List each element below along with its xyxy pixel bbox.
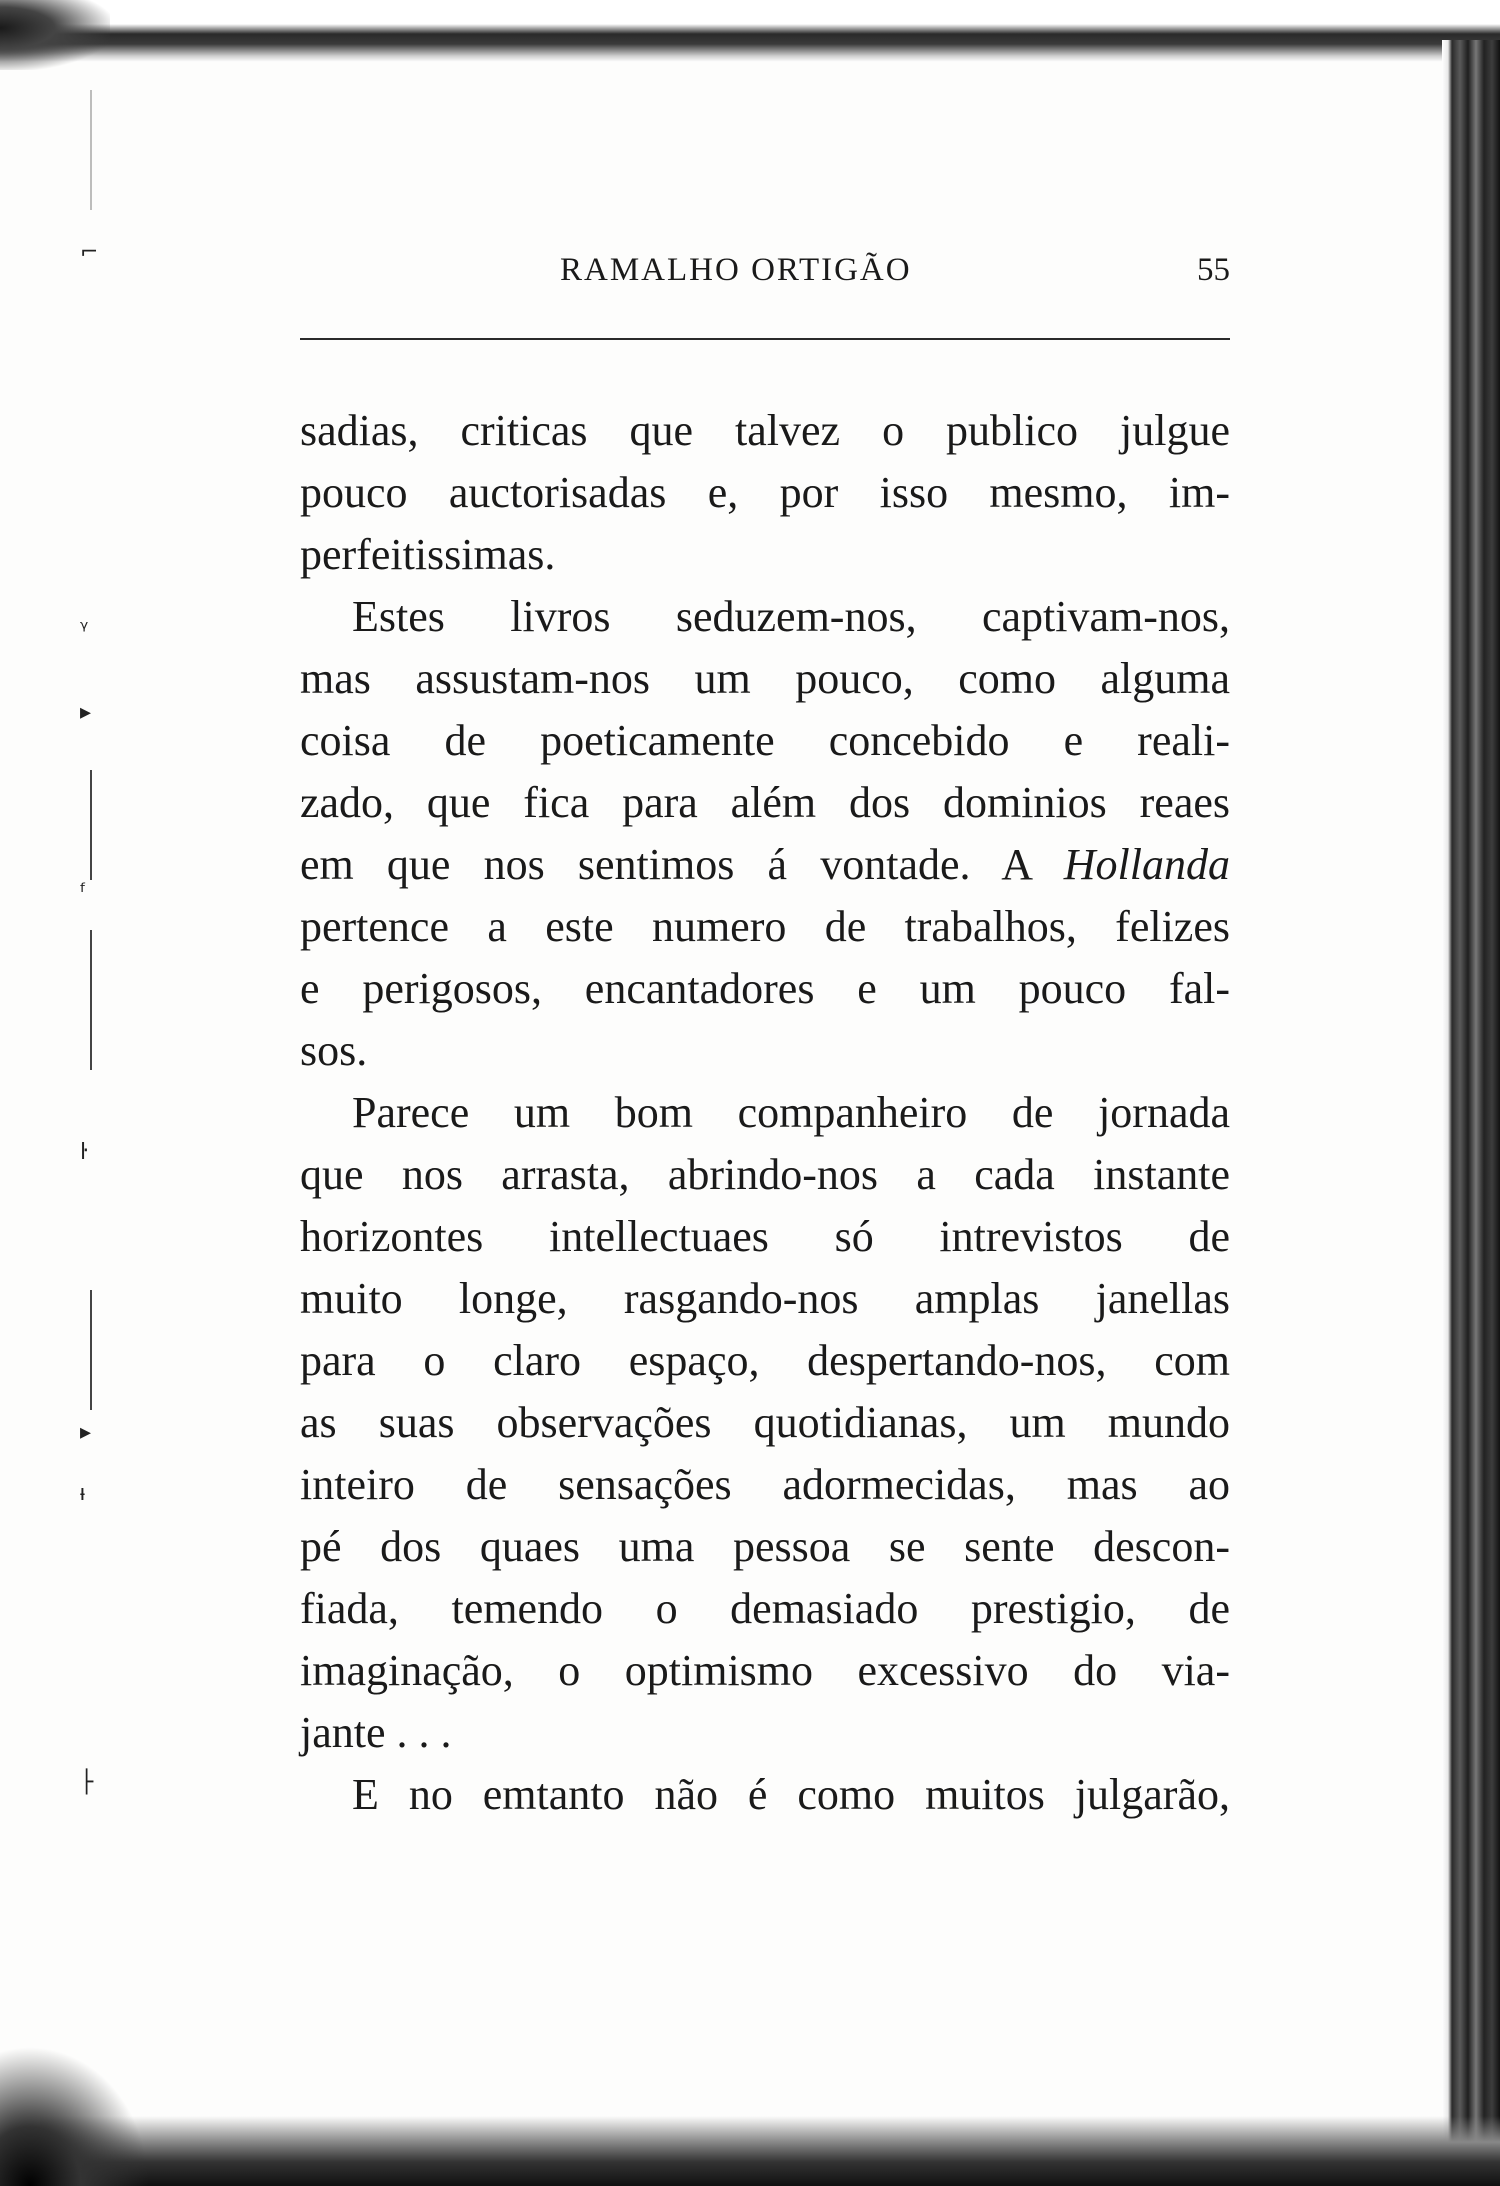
text-line: zado, que fica para além dos dominios reaes [300, 778, 1230, 827]
text-fragment: em que nos sentimos á vontade. A [300, 840, 1064, 889]
text-line: Estes livros seduzem-nos, captivam-nos, [352, 592, 1230, 641]
margin-mark: ▸ [80, 700, 92, 725]
left-margin-scan-marks [70, 240, 110, 1800]
margin-mark: ▸ [80, 1420, 92, 1445]
text-line: as suas observações quotidianas, um mundo [300, 1398, 1230, 1447]
text-line: inteiro de sensações adormecidas, mas ao [300, 1460, 1230, 1509]
running-header [300, 248, 1230, 298]
scan-bottom-edge-shadow [40, 2066, 1500, 2186]
page-number: 55 [1197, 252, 1230, 288]
margin-mark: ⌐ [80, 240, 99, 265]
margin-mark: ᵧ [80, 610, 89, 635]
text-line: Parece um bom companheiro de jornada [352, 1088, 1230, 1137]
text-line: imaginação, o optimismo excessivo do via- [300, 1646, 1230, 1695]
scan-top-edge-shadow [0, 0, 1500, 62]
text-line: muito longe, rasgando-nos amplas janellas [300, 1274, 1230, 1323]
text-line [300, 834, 1230, 896]
margin-tick-line [90, 90, 92, 210]
text-line: pouco auctorisadas e, por isso mesmo, im- [300, 468, 1230, 517]
text-line: sos. [300, 1026, 368, 1075]
margin-tick-line [90, 930, 92, 1070]
text-line: horizontes intellectuaes só intrevistos de [300, 1212, 1230, 1261]
text-line: pertence a este numero de trabalhos, felizes [300, 902, 1230, 951]
margin-mark: ᵼ [80, 1481, 85, 1506]
margin-mark: ᶠ [80, 880, 87, 905]
text-line: mas assustam-nos um pouco, como alguma [300, 654, 1230, 703]
margin-tick-line [90, 1290, 92, 1410]
text-line: para o claro espaço, despertando-nos, com [300, 1336, 1230, 1385]
running-title: RAMALHO ORTIGÃO [560, 252, 912, 288]
text-line: e perigosos, encantadores e um pouco fal- [300, 964, 1230, 1013]
text-line: fiada, temendo o demasiado prestigio, de [300, 1584, 1230, 1633]
text-line: perfeitissimas. [300, 530, 556, 579]
text-line: jante . . . [300, 1708, 452, 1757]
margin-mark: ŀ [80, 1140, 88, 1165]
book-binding-edge [1442, 40, 1500, 2186]
header-rule [300, 338, 1230, 340]
margin-tick-line [90, 770, 92, 880]
text-line: sadias, criticas que talvez o publico julgue [300, 406, 1230, 455]
text-line: pé dos quaes uma pessoa se sente descon- [300, 1522, 1230, 1571]
text-line: coisa de poeticamente concebido e reali- [300, 716, 1230, 765]
margin-mark: ├ [80, 1770, 94, 1795]
text-line: E no emtanto não é como muitos julgarão, [352, 1770, 1230, 1819]
body-text [300, 400, 1230, 1826]
text-line: que nos arrasta, abrindo-nos a cada instante [300, 1150, 1230, 1199]
book-title-italic: Hollanda [1063, 840, 1230, 889]
scan-bottom-corner-shadow [0, 2046, 150, 2186]
scan-corner-shadow [0, 0, 110, 70]
